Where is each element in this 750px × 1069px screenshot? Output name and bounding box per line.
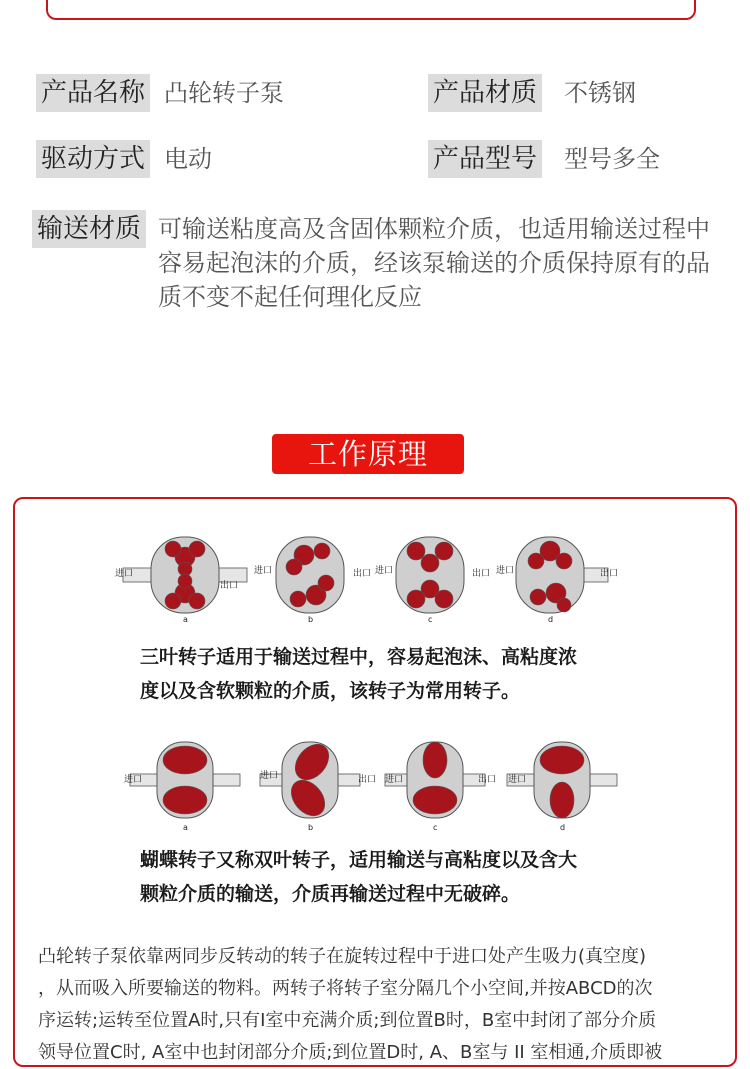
pump-stage-d <box>516 537 608 613</box>
stage-letter-d: d <box>560 823 566 832</box>
inlet-label-a: 进口 <box>124 775 143 785</box>
outlet-label-c: 出口 <box>478 775 497 785</box>
inlet-label-a: 进口 <box>115 569 134 579</box>
inlet-label-d: 进口 <box>496 566 515 576</box>
outlet-label-b: 出口 <box>353 569 372 579</box>
outlet-label-a: 出口 <box>220 581 239 591</box>
material-label: 产品材质 <box>428 74 542 112</box>
stage-letter-c: c <box>428 615 433 624</box>
caption-line: 度以及含软颗粒的介质，该转子为常用转子。 <box>140 680 521 702</box>
medium-description <box>158 212 733 314</box>
butterfly-diagram <box>110 738 640 833</box>
caption-line: 颗粒介质的输送，介质再输送过程中无破碎。 <box>140 883 521 905</box>
section-title-working-principle: 工作原理 <box>272 434 464 474</box>
stage-letter-b: b <box>308 615 314 624</box>
tri-lobe-diagram <box>110 530 640 625</box>
medium-line: 质不变不起任何理化反应 <box>158 283 422 311</box>
description-line: 凸轮转子泵依靠两同步反转动的转子在旋转过程中于进口处产生吸力(真空度) <box>38 946 647 967</box>
drive-label: 驱动方式 <box>36 140 150 178</box>
outlet-label-b: 出口 <box>358 775 377 785</box>
description-line: 领导位置C时, A室中也封闭部分介质;到位置D时, A、B室与 II 室相通,介质即被 <box>38 1042 663 1063</box>
inlet-label-b: 进口 <box>260 771 279 781</box>
stage-letter-a: a <box>183 823 188 832</box>
butterfly-caption <box>140 843 630 911</box>
product-name-value: 凸轮转子泵 <box>164 79 284 107</box>
inlet-label-b: 进口 <box>254 566 273 576</box>
description-line: 序运转;运转至位置A时,只有I室中充满介质;到位置B时，B室中封闭了部分介质 <box>38 1010 657 1031</box>
pump-stage-c <box>396 537 464 613</box>
medium-label: 输送材质 <box>32 210 146 248</box>
product-name-label: 产品名称 <box>36 74 150 112</box>
medium-line: 可输送粘度高及含固体颗粒介质，也适用输送过程中 <box>158 215 710 243</box>
pump-stage-b <box>276 537 344 613</box>
stage-letter-d: d <box>548 615 554 624</box>
outlet-label-c: 出口 <box>472 569 491 579</box>
tri-lobe-caption <box>140 640 630 708</box>
caption-line: 三叶转子适用于输送过程中，容易起泡沫、高粘度浓 <box>140 646 578 668</box>
outlet-label-d: 出口 <box>600 569 619 579</box>
pump-stage-a <box>130 742 240 818</box>
medium-line: 容易起泡沫的介质，经该泵输送的介质保持原有的品 <box>158 249 710 277</box>
inlet-label-c: 进口 <box>375 566 394 576</box>
butterfly-diagram-row <box>110 738 640 833</box>
drive-value: 电动 <box>164 145 212 173</box>
stage-letter-a: a <box>183 615 188 624</box>
top-frame-border <box>46 0 696 20</box>
inlet-label-d: 进口 <box>508 775 527 785</box>
description-line: ，从而吸入所要输送的物料。两转子将转子室分隔几个小空间,并按ABCD的次 <box>38 978 653 999</box>
model-label: 产品型号 <box>428 140 542 178</box>
stage-letter-c: c <box>433 823 438 832</box>
inlet-label-c: 进口 <box>385 775 404 785</box>
working-principle-description <box>38 941 718 1069</box>
stage-letter-b: b <box>308 823 314 832</box>
tri-lobe-diagram-row <box>110 530 640 625</box>
material-value: 不锈钢 <box>564 79 636 107</box>
pump-stage-a <box>123 537 247 613</box>
caption-line: 蝴蝶转子又称双叶转子，适用输送与高粘度以及含大 <box>140 849 578 871</box>
model-value: 型号多全 <box>564 145 660 173</box>
